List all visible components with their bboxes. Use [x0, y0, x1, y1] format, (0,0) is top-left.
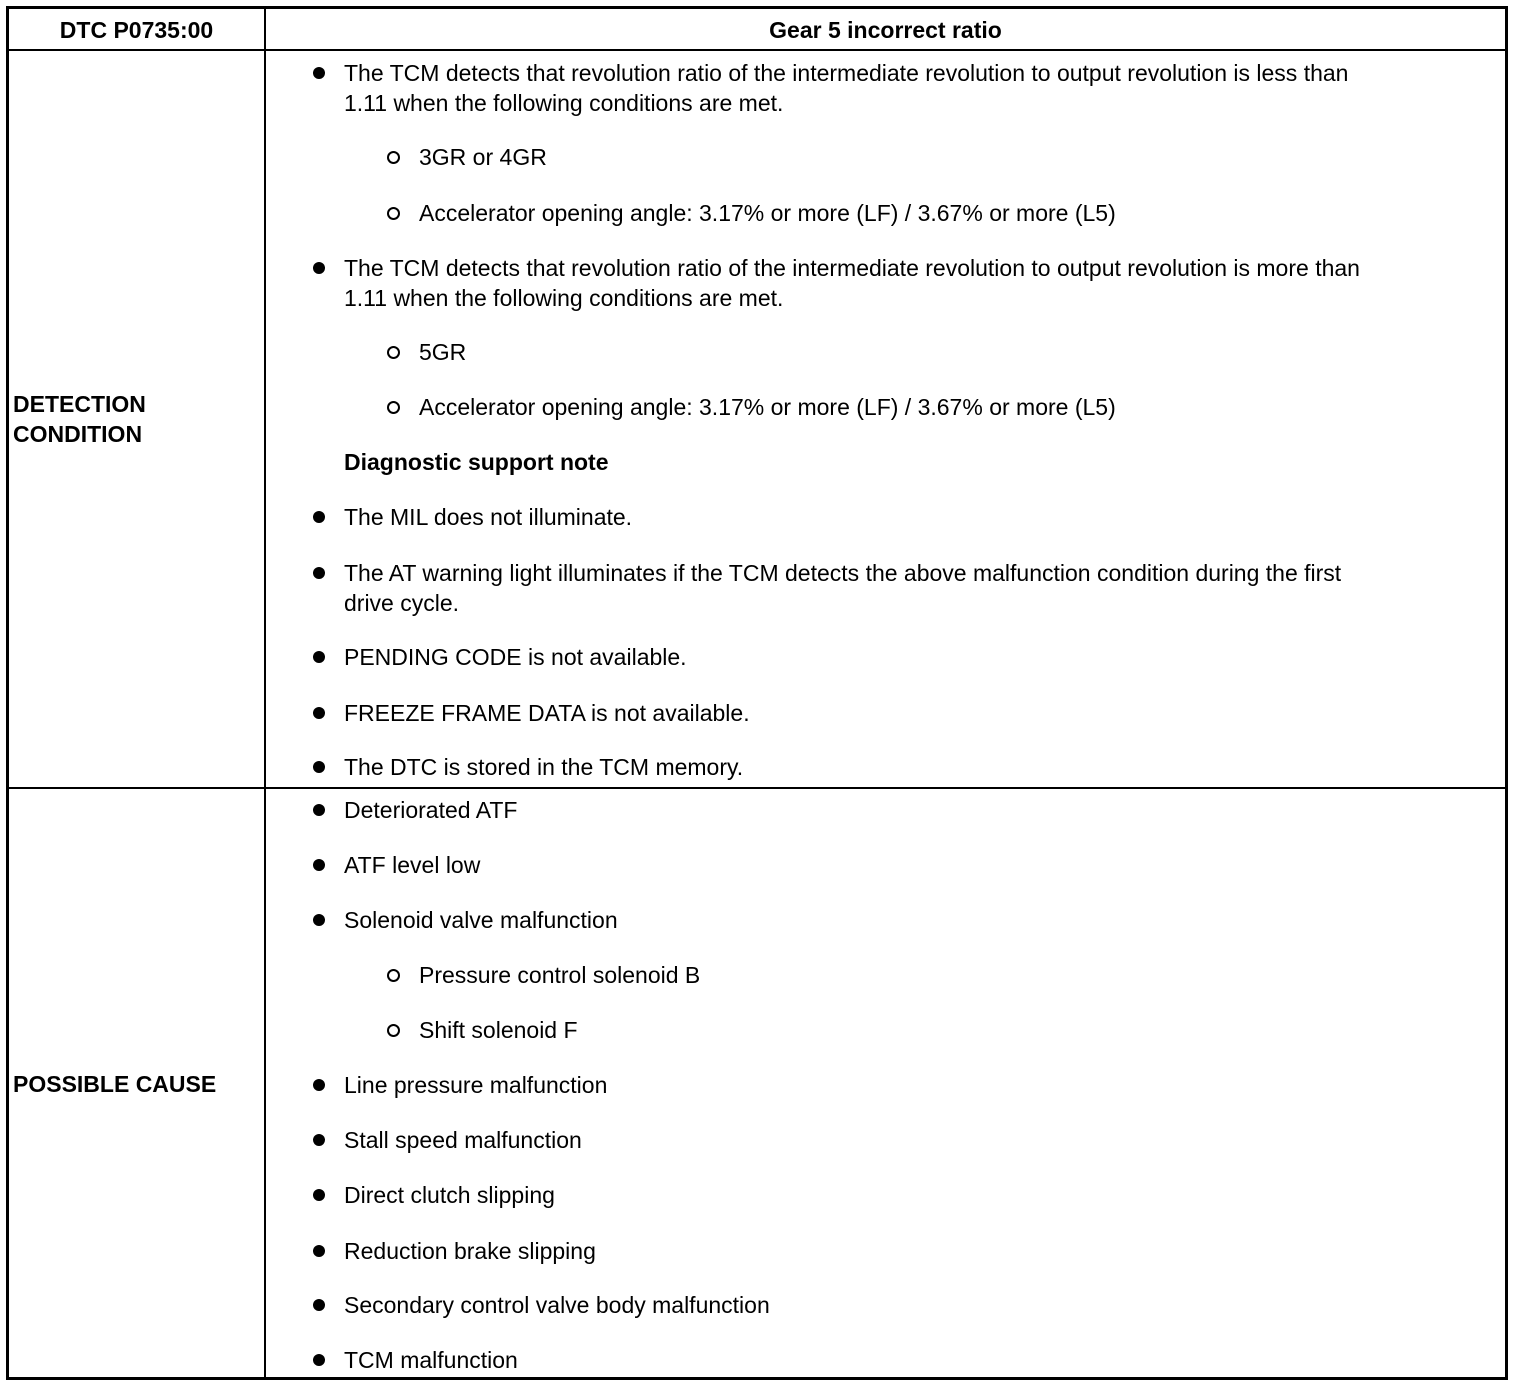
sub-bullet-icon — [387, 969, 400, 982]
cause-item-3: Solenoid valve malfunction — [344, 907, 618, 933]
bullet-icon — [313, 511, 325, 523]
bullet-icon — [313, 1079, 325, 1091]
detection-note2-line1: The AT warning light illuminates if the TCM detects the above malfunction condition during the first — [344, 560, 1342, 586]
detection-note5: The DTC is stored in the TCM memory. — [344, 754, 744, 780]
cause-item-3-sub1: Pressure control solenoid B — [419, 962, 701, 988]
bullet-icon — [313, 761, 325, 773]
cause-item-2: ATF level low — [344, 852, 481, 878]
column-divider — [264, 9, 266, 1377]
sub-bullet-icon — [387, 401, 400, 414]
detection-b1-line1: The TCM detects that revolution ratio of the intermediate revolution to output revolution is less than — [344, 60, 1349, 86]
bullet-icon — [313, 1299, 325, 1311]
bullet-icon — [313, 567, 325, 579]
detection-condition-label — [13, 389, 146, 449]
dtc-code-header: DTC P0735:00 — [59, 16, 214, 43]
dtc-table — [6, 6, 1508, 1380]
cause-item-8: Secondary control valve body malfunction — [344, 1292, 770, 1318]
bullet-icon — [313, 804, 325, 816]
detection-note3: PENDING CODE is not available. — [344, 644, 687, 670]
sub-bullet-icon — [387, 1024, 400, 1037]
bullet-icon — [313, 1354, 325, 1366]
detection-b2-line2: 1.11 when the following conditions are met. — [344, 285, 784, 311]
detection-b2-sub2: Accelerator opening angle: 3.17% or more (LF) / 3.67% or more (L5) — [419, 394, 1116, 420]
bullet-icon — [313, 1189, 325, 1201]
bullet-icon — [313, 262, 325, 274]
detection-b2-sub1: 5GR — [419, 339, 467, 365]
bullet-icon — [313, 1134, 325, 1146]
detection-note2-line2: drive cycle. — [344, 590, 460, 616]
cause-item-5: Stall speed malfunction — [344, 1127, 582, 1153]
detection-note1: The MIL does not illuminate. — [344, 504, 633, 530]
dtc-title-header: Gear 5 incorrect ratio — [769, 16, 1002, 43]
diagnostic-note-heading: Diagnostic support note — [344, 449, 609, 475]
bullet-icon — [313, 651, 325, 663]
detection-b1-sub1: 3GR or 4GR — [419, 144, 547, 170]
bullet-icon — [313, 707, 325, 719]
row-divider — [9, 787, 1505, 789]
sub-bullet-icon — [387, 151, 400, 164]
detection-label-line1: DETECTION — [13, 391, 146, 417]
cause-item-7: Reduction brake slipping — [344, 1238, 596, 1264]
bullet-icon — [313, 1245, 325, 1257]
possible-cause-label: POSSIBLE CAUSE — [13, 1071, 217, 1097]
cause-item-4: Line pressure malfunction — [344, 1072, 608, 1098]
cause-item-6: Direct clutch slipping — [344, 1182, 555, 1208]
bullet-icon — [313, 859, 325, 871]
detection-label-line2: CONDITION — [13, 421, 143, 447]
sub-bullet-icon — [387, 346, 400, 359]
cause-item-3-sub2: Shift solenoid F — [419, 1017, 578, 1043]
detection-b1-line2: 1.11 when the following conditions are met. — [344, 90, 784, 116]
cause-item-1: Deteriorated ATF — [344, 797, 518, 823]
detection-note4: FREEZE FRAME DATA is not available. — [344, 700, 750, 726]
bullet-icon — [313, 67, 325, 79]
detection-b2-line1: The TCM detects that revolution ratio of the intermediate revolution to output revolution is more than — [344, 255, 1360, 281]
sub-bullet-icon — [387, 207, 400, 220]
bullet-icon — [313, 914, 325, 926]
cause-item-9: TCM malfunction — [344, 1347, 518, 1373]
detection-b1-sub2: Accelerator opening angle: 3.17% or more (LF) / 3.67% or more (L5) — [419, 200, 1116, 226]
